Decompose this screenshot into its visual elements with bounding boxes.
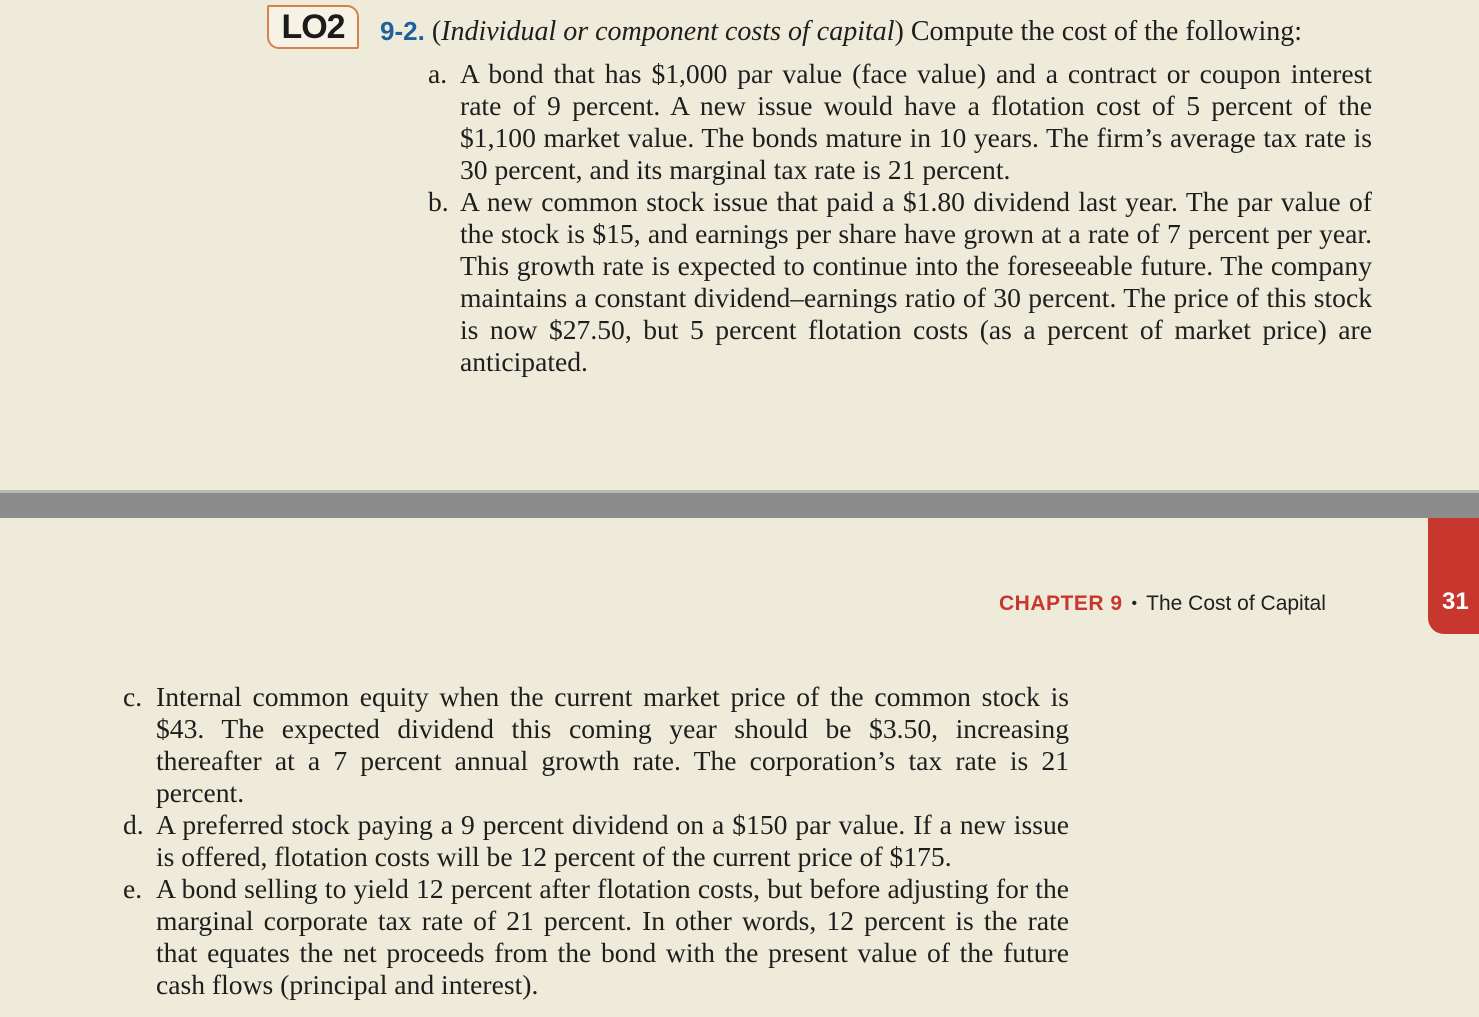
- running-head: [999, 591, 1326, 617]
- list-item: [428, 186, 1372, 378]
- page-number-tab: [1428, 518, 1479, 634]
- item-text: A preferred stock paying a 9 percent dividend on a $150 par value. If a new issue is offered, flotation costs will be 12 percent of the current price of $175.: [156, 809, 1069, 872]
- list-item: [123, 873, 1069, 1001]
- learning-objective-badge: LO2: [267, 5, 359, 49]
- chapter-label: CHAPTER 9: [999, 592, 1123, 615]
- item-text: A bond selling to yield 12 percent after flotation costs, but before adjusting for the marginal corporate tax rate of 21 percent. In other words, 12 percent is the rate that equates the net proceeds from the bond with the present value of the future cash flows (principal and interest).: [156, 873, 1069, 1000]
- item-letter: a.: [428, 58, 448, 89]
- bullet-separator: •: [1131, 595, 1138, 612]
- list-item: [428, 58, 1372, 186]
- problem-prompt: Compute the cost of the following:: [910, 16, 1303, 47]
- item-text: A bond that has $1,000 par value (face value) and a contract or coupon interest rate of 9 percent. A new issue would have a flotation cost of 5 percent of the $1,100 market value. The bonds mature in 10 years. The firm’s average tax rate is 30 percent, and its marginal tax rate is 21 percent.: [460, 58, 1372, 185]
- item-letter: b.: [428, 186, 449, 217]
- problem-topic: Individual or component costs of capital: [441, 16, 895, 47]
- problem-heading: [380, 14, 1302, 49]
- problem-number: 9-2.: [380, 16, 425, 46]
- item-letter: d.: [123, 809, 144, 840]
- item-text: A new common stock issue that paid a $1.80 dividend last year. The par value of the stock is $15, and earnings per share have grown at a rate of 7 percent per year. This growth rate is expected to continue into the foreseeable future. The company maintains a constant dividend–earnings ratio of 30 percent. The price of this stock is now $27.50, but 5 percent flotation costs (as a percent of market price) are anticipated.: [460, 186, 1372, 377]
- list-item: [123, 809, 1069, 873]
- page-divider: [0, 490, 1479, 518]
- topic-close-paren: ): [894, 16, 904, 47]
- chapter-title: The Cost of Capital: [1146, 592, 1326, 615]
- item-letter: c.: [123, 681, 143, 712]
- top-page-region: [0, 0, 1479, 490]
- item-letter: e.: [123, 873, 143, 904]
- page-number: 31: [1442, 588, 1469, 615]
- topic-open-paren: (: [431, 16, 442, 47]
- list-item: [123, 681, 1069, 809]
- item-text: Internal common equity when the current market price of the common stock is $43. The expected dividend this coming year should be $3.50, increasing thereafter at a 7 percent annual growth rate. The corporation’s tax rate is 21 percent.: [156, 681, 1069, 808]
